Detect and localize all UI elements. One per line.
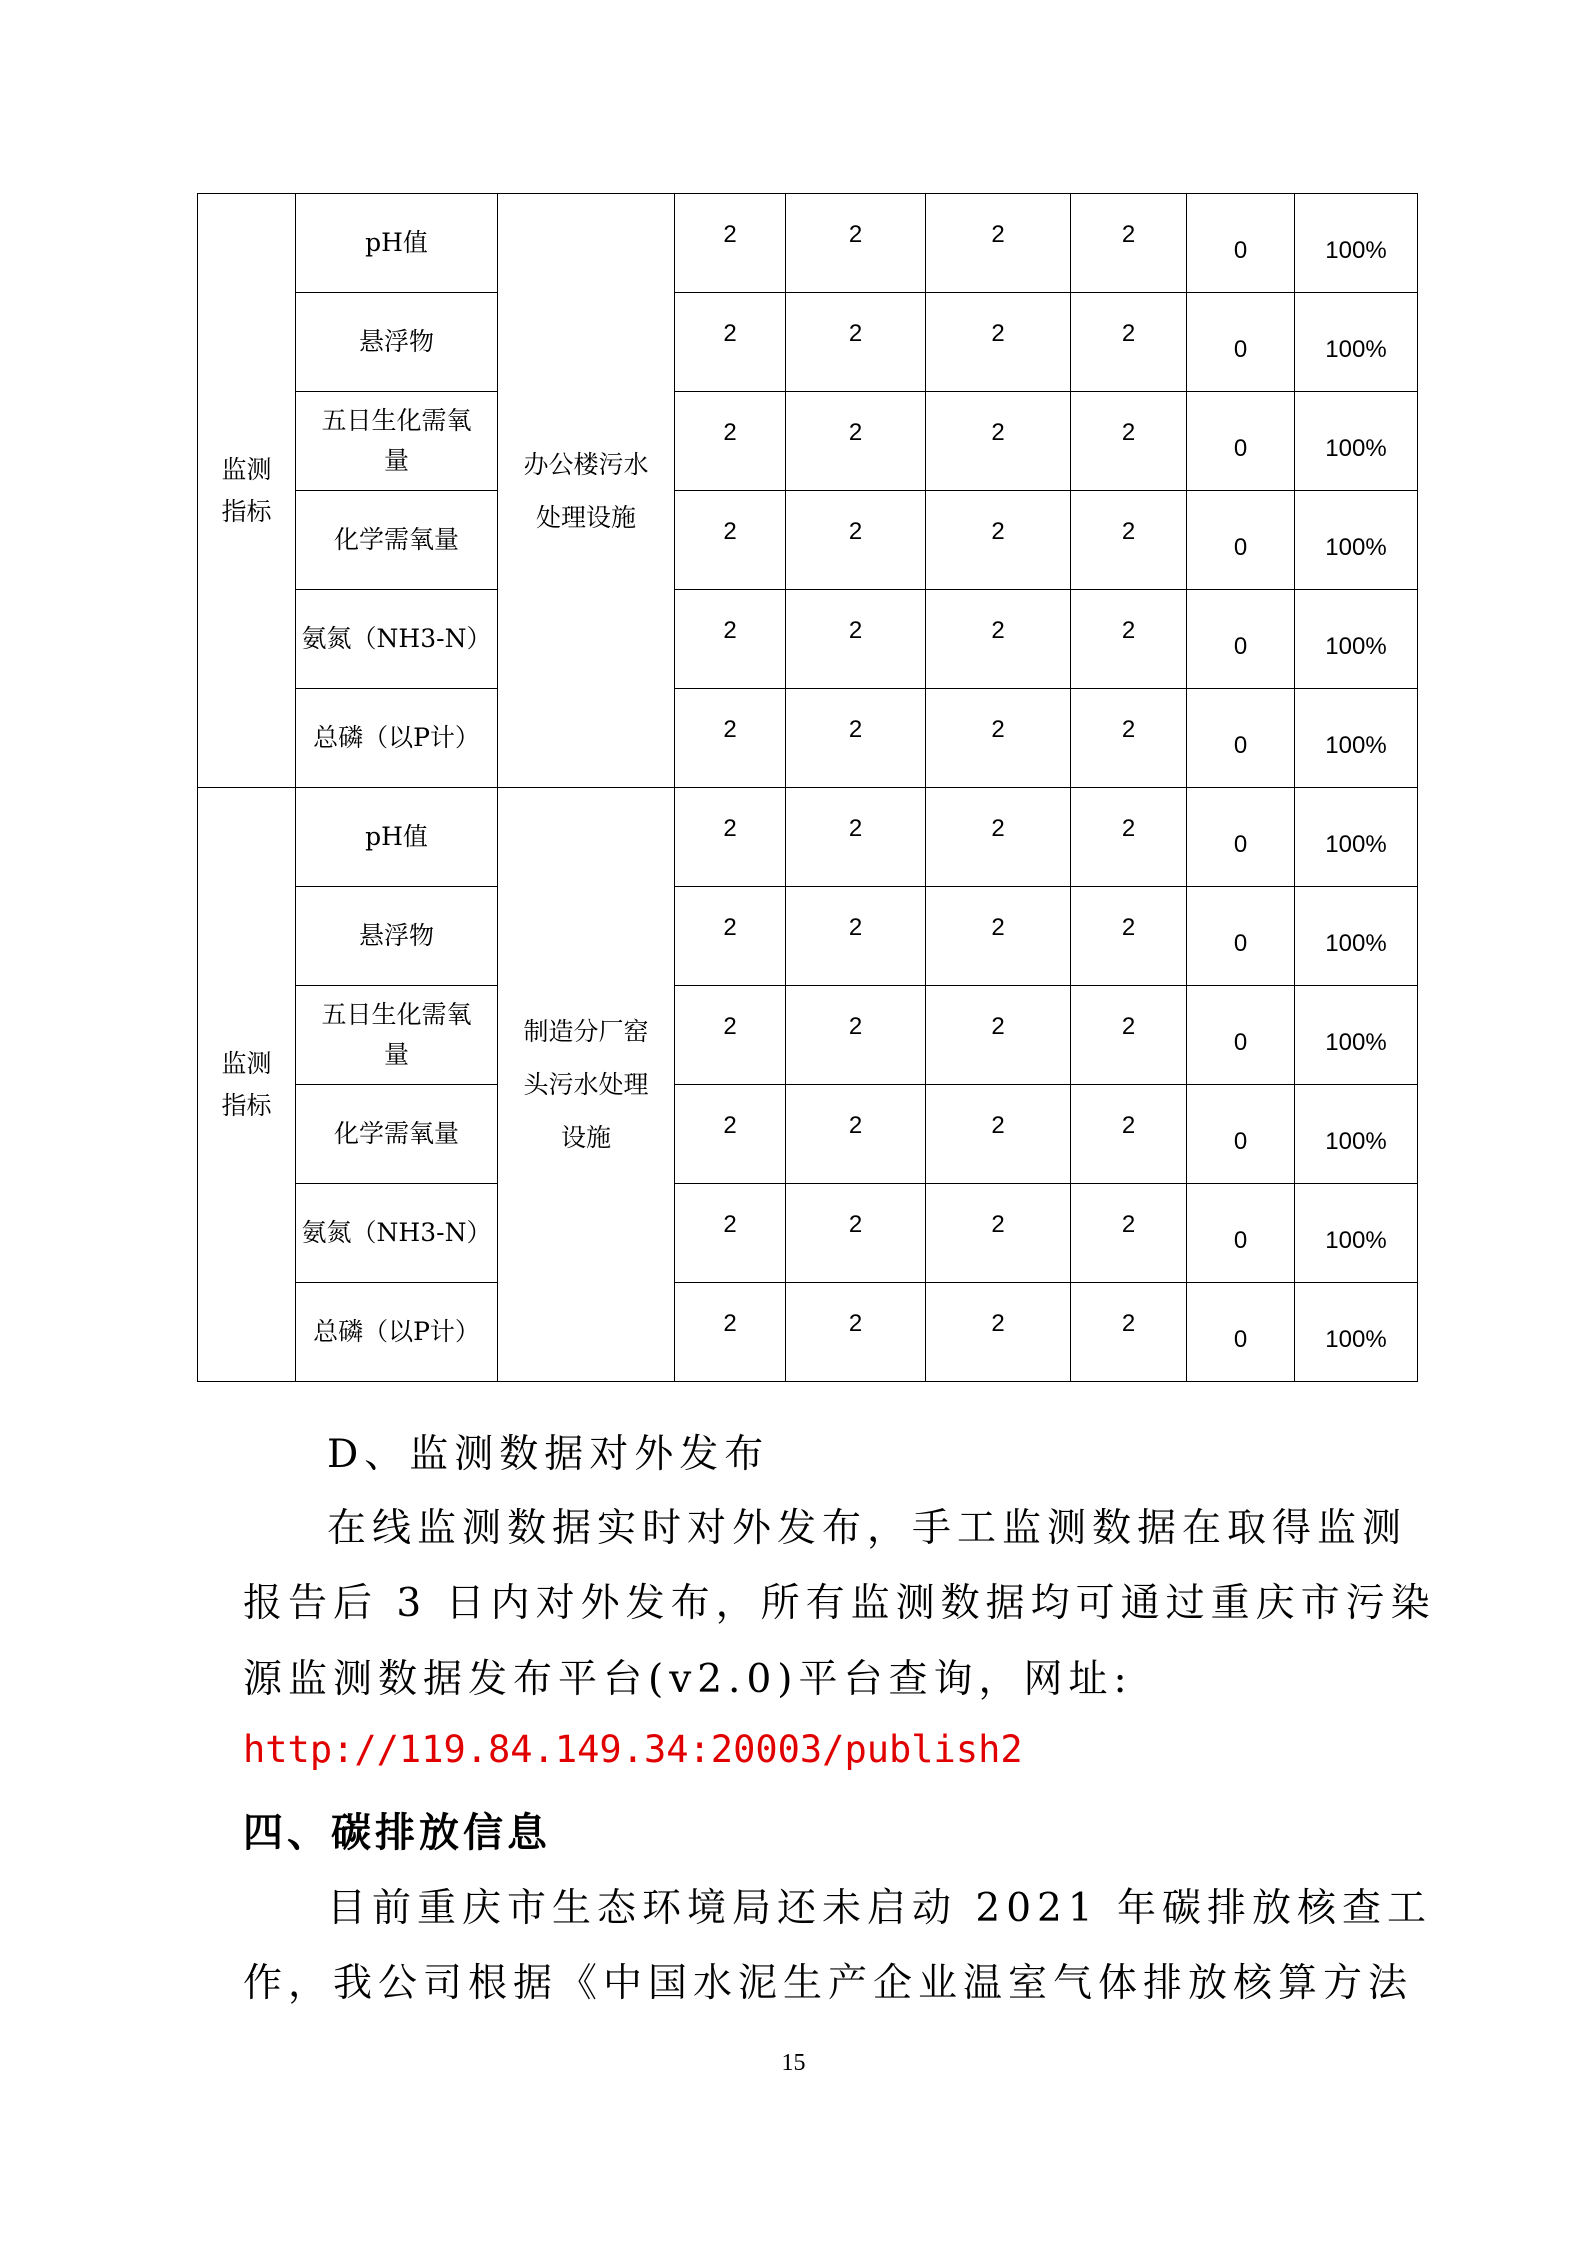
value-text: 2	[991, 815, 1005, 842]
section-4-paragraph-line-2: 作，我公司根据《中国水泥生产企业温室气体排放核算方法	[243, 1961, 1414, 2006]
value-text: 2	[848, 1211, 863, 1238]
facility-cell: 办公楼污水 处理设施	[498, 194, 675, 788]
value-cell-c3	[926, 194, 1071, 293]
value-cell-c5	[1187, 392, 1295, 491]
value-cell-c2	[786, 194, 926, 293]
value-cell-c3	[926, 689, 1071, 788]
section-d-paragraph-line-1: 在线监测数据实时对外发布，手工监测数据在取得监测	[327, 1506, 1408, 1551]
value-text: 2	[723, 320, 737, 347]
value-cell-c4	[1071, 887, 1187, 986]
value-text: 0	[1233, 930, 1248, 957]
value-cell-rate	[1295, 194, 1418, 293]
value-text: 100%	[1325, 336, 1387, 363]
value-cell-c2	[786, 491, 926, 590]
value-text: 100%	[1325, 1128, 1387, 1155]
platform-url-link[interactable]: http://119.84.149.34:20003/publish2	[243, 1728, 1023, 1771]
indicator-cell: 悬浮物	[296, 293, 498, 392]
value-text: 2	[723, 221, 737, 248]
value-cell-c5	[1187, 194, 1295, 293]
value-cell-c2	[786, 1184, 926, 1283]
table-row	[198, 392, 1418, 491]
value-cell-c1	[675, 293, 786, 392]
value-text: 100%	[1325, 633, 1387, 660]
value-cell-c4	[1071, 590, 1187, 689]
value-text: 2	[723, 617, 737, 644]
value-cell-c4	[1071, 788, 1187, 887]
indicator-cell: 氨氮（NH3-N）	[296, 1184, 498, 1283]
value-cell-c1	[675, 1283, 786, 1382]
value-cell-rate	[1295, 491, 1418, 590]
value-cell-c3	[926, 887, 1071, 986]
value-text: 2	[1121, 914, 1136, 941]
value-cell-c3	[926, 392, 1071, 491]
indicator-cell: pH值	[296, 788, 498, 887]
value-text: 2	[723, 815, 737, 842]
value-cell-c2	[786, 689, 926, 788]
table-row	[198, 788, 1418, 887]
value-cell-c5	[1187, 689, 1295, 788]
value-cell-c2	[786, 887, 926, 986]
value-cell-c5	[1187, 1283, 1295, 1382]
value-cell-c4	[1071, 1283, 1187, 1382]
indicator-cell: 五日生化需氧 量	[296, 986, 498, 1085]
value-text: 2	[1121, 1310, 1136, 1337]
value-cell-c1	[675, 1085, 786, 1184]
table-row	[198, 1283, 1418, 1382]
value-text: 2	[723, 518, 737, 545]
value-text: 100%	[1325, 435, 1387, 462]
indicator-cell: 化学需氧量	[296, 1085, 498, 1184]
value-cell-rate	[1295, 689, 1418, 788]
monitoring-table	[197, 193, 1418, 1382]
value-cell-c5	[1187, 1184, 1295, 1283]
section-d-paragraph-line-2: 报告后 3 日内对外发布，所有监测数据均可通过重庆市污染	[243, 1581, 1436, 1626]
table-row	[198, 1184, 1418, 1283]
value-text: 2	[1121, 221, 1136, 248]
value-text: 0	[1233, 1029, 1248, 1056]
value-text: 2	[1121, 518, 1136, 545]
indicator-cell: 总磷（以P计）	[296, 689, 498, 788]
value-text: 2	[991, 1112, 1005, 1139]
value-text: 100%	[1325, 930, 1387, 957]
value-cell-c4	[1071, 986, 1187, 1085]
value-text: 2	[848, 1013, 863, 1040]
value-text: 2	[723, 1211, 737, 1238]
value-cell-c3	[926, 491, 1071, 590]
value-text: 2	[1121, 320, 1136, 347]
table-row	[198, 887, 1418, 986]
section-d-title: D、监测数据对外发布	[327, 1432, 770, 1477]
value-cell-c1	[675, 689, 786, 788]
value-text: 2	[991, 914, 1005, 941]
value-cell-c4	[1071, 1184, 1187, 1283]
value-cell-c2	[786, 788, 926, 887]
value-text: 2	[1121, 419, 1136, 446]
value-text: 100%	[1325, 1227, 1387, 1254]
value-cell-rate	[1295, 788, 1418, 887]
value-text: 0	[1233, 534, 1248, 561]
value-text: 2	[1121, 617, 1136, 644]
value-cell-rate	[1295, 887, 1418, 986]
value-cell-rate	[1295, 392, 1418, 491]
value-cell-c2	[786, 590, 926, 689]
value-text: 2	[1121, 1112, 1136, 1139]
value-cell-c5	[1187, 887, 1295, 986]
value-cell-c3	[926, 1184, 1071, 1283]
value-cell-c5	[1187, 293, 1295, 392]
value-cell-rate	[1295, 1184, 1418, 1283]
value-cell-c3	[926, 1283, 1071, 1382]
value-text: 0	[1233, 633, 1248, 660]
table-row	[198, 293, 1418, 392]
indicator-cell: 五日生化需氧 量	[296, 392, 498, 491]
value-cell-c5	[1187, 1085, 1295, 1184]
value-cell-c2	[786, 293, 926, 392]
value-text: 100%	[1325, 237, 1387, 264]
value-cell-c2	[786, 392, 926, 491]
value-text: 2	[723, 1310, 737, 1337]
value-cell-c5	[1187, 491, 1295, 590]
value-text: 2	[1121, 815, 1136, 842]
value-text: 100%	[1325, 534, 1387, 561]
value-text: 2	[848, 914, 863, 941]
value-cell-rate	[1295, 986, 1418, 1085]
value-cell-c1	[675, 788, 786, 887]
value-text: 0	[1233, 237, 1248, 264]
value-text: 2	[991, 419, 1005, 446]
value-text: 2	[848, 518, 863, 545]
value-text: 2	[1121, 716, 1136, 743]
value-text: 2	[848, 716, 863, 743]
section-d-paragraph-line-3: 源监测数据发布平台(v2.0)平台查询，网址:	[243, 1657, 1133, 1702]
indicator-cell: pH值	[296, 194, 498, 293]
value-text: 2	[723, 1112, 737, 1139]
section-4-paragraph-line-1: 目前重庆市生态环境局还未启动 2021 年碳排放核查工	[327, 1886, 1433, 1931]
value-text: 2	[848, 1112, 863, 1139]
value-cell-c3	[926, 788, 1071, 887]
value-cell-c1	[675, 590, 786, 689]
indicator-cell: 氨氮（NH3-N）	[296, 590, 498, 689]
value-text: 2	[991, 617, 1005, 644]
value-text: 2	[991, 716, 1005, 743]
value-text: 0	[1233, 336, 1248, 363]
table-row	[198, 194, 1418, 293]
value-text: 100%	[1325, 831, 1387, 858]
value-cell-c4	[1071, 293, 1187, 392]
value-text: 0	[1233, 1227, 1248, 1254]
value-text: 0	[1233, 1128, 1248, 1155]
value-cell-c3	[926, 590, 1071, 689]
value-text: 2	[723, 1013, 737, 1040]
value-cell-c2	[786, 986, 926, 1085]
section-4-heading: 四、碳排放信息	[243, 1810, 551, 1856]
value-cell-c5	[1187, 986, 1295, 1085]
value-cell-c1	[675, 887, 786, 986]
value-cell-c1	[675, 986, 786, 1085]
value-text: 100%	[1325, 1029, 1387, 1056]
value-text: 100%	[1325, 732, 1387, 759]
value-cell-c4	[1071, 392, 1187, 491]
value-text: 0	[1233, 732, 1248, 759]
table-row	[198, 986, 1418, 1085]
value-text: 2	[991, 221, 1005, 248]
value-cell-c3	[926, 1085, 1071, 1184]
value-cell-c1	[675, 491, 786, 590]
value-cell-c1	[675, 194, 786, 293]
value-cell-rate	[1295, 1085, 1418, 1184]
value-text: 2	[991, 320, 1005, 347]
table-row	[198, 590, 1418, 689]
value-cell-rate	[1295, 293, 1418, 392]
value-text: 2	[848, 815, 863, 842]
page-number: 15	[781, 2050, 806, 2076]
value-text: 2	[848, 320, 863, 347]
value-cell-c5	[1187, 788, 1295, 887]
value-cell-rate	[1295, 590, 1418, 689]
value-cell-c5	[1187, 590, 1295, 689]
value-text: 2	[991, 518, 1005, 545]
table-row	[198, 1085, 1418, 1184]
value-cell-c1	[675, 392, 786, 491]
value-cell-c3	[926, 986, 1071, 1085]
indicator-cell: 化学需氧量	[296, 491, 498, 590]
value-cell-c2	[786, 1085, 926, 1184]
value-cell-c2	[786, 1283, 926, 1382]
value-text: 2	[848, 221, 863, 248]
value-text: 0	[1233, 831, 1248, 858]
value-cell-c4	[1071, 491, 1187, 590]
value-text: 2	[848, 1310, 863, 1337]
value-cell-c1	[675, 1184, 786, 1283]
value-text: 2	[723, 914, 737, 941]
value-cell-c4	[1071, 194, 1187, 293]
category-cell: 监测 指标	[198, 788, 296, 1382]
table-row	[198, 689, 1418, 788]
indicator-cell: 总磷（以P计）	[296, 1283, 498, 1382]
value-text: 2	[991, 1310, 1005, 1337]
value-text: 0	[1233, 1326, 1248, 1353]
value-cell-c4	[1071, 1085, 1187, 1184]
value-text: 2	[1121, 1211, 1136, 1238]
value-cell-c3	[926, 293, 1071, 392]
value-cell-rate	[1295, 1283, 1418, 1382]
category-cell: 监测 指标	[198, 194, 296, 788]
value-text: 100%	[1325, 1326, 1387, 1353]
value-text: 2	[848, 617, 863, 644]
table-row	[198, 491, 1418, 590]
indicator-cell: 悬浮物	[296, 887, 498, 986]
value-cell-c4	[1071, 689, 1187, 788]
facility-cell: 制造分厂窑 头污水处理 设施	[498, 788, 675, 1382]
value-text: 2	[723, 419, 737, 446]
value-text: 2	[991, 1211, 1005, 1238]
value-text: 2	[991, 1013, 1005, 1040]
value-text: 2	[848, 419, 863, 446]
value-text: 2	[1121, 1013, 1136, 1040]
value-text: 2	[723, 716, 737, 743]
value-text: 0	[1233, 435, 1248, 462]
